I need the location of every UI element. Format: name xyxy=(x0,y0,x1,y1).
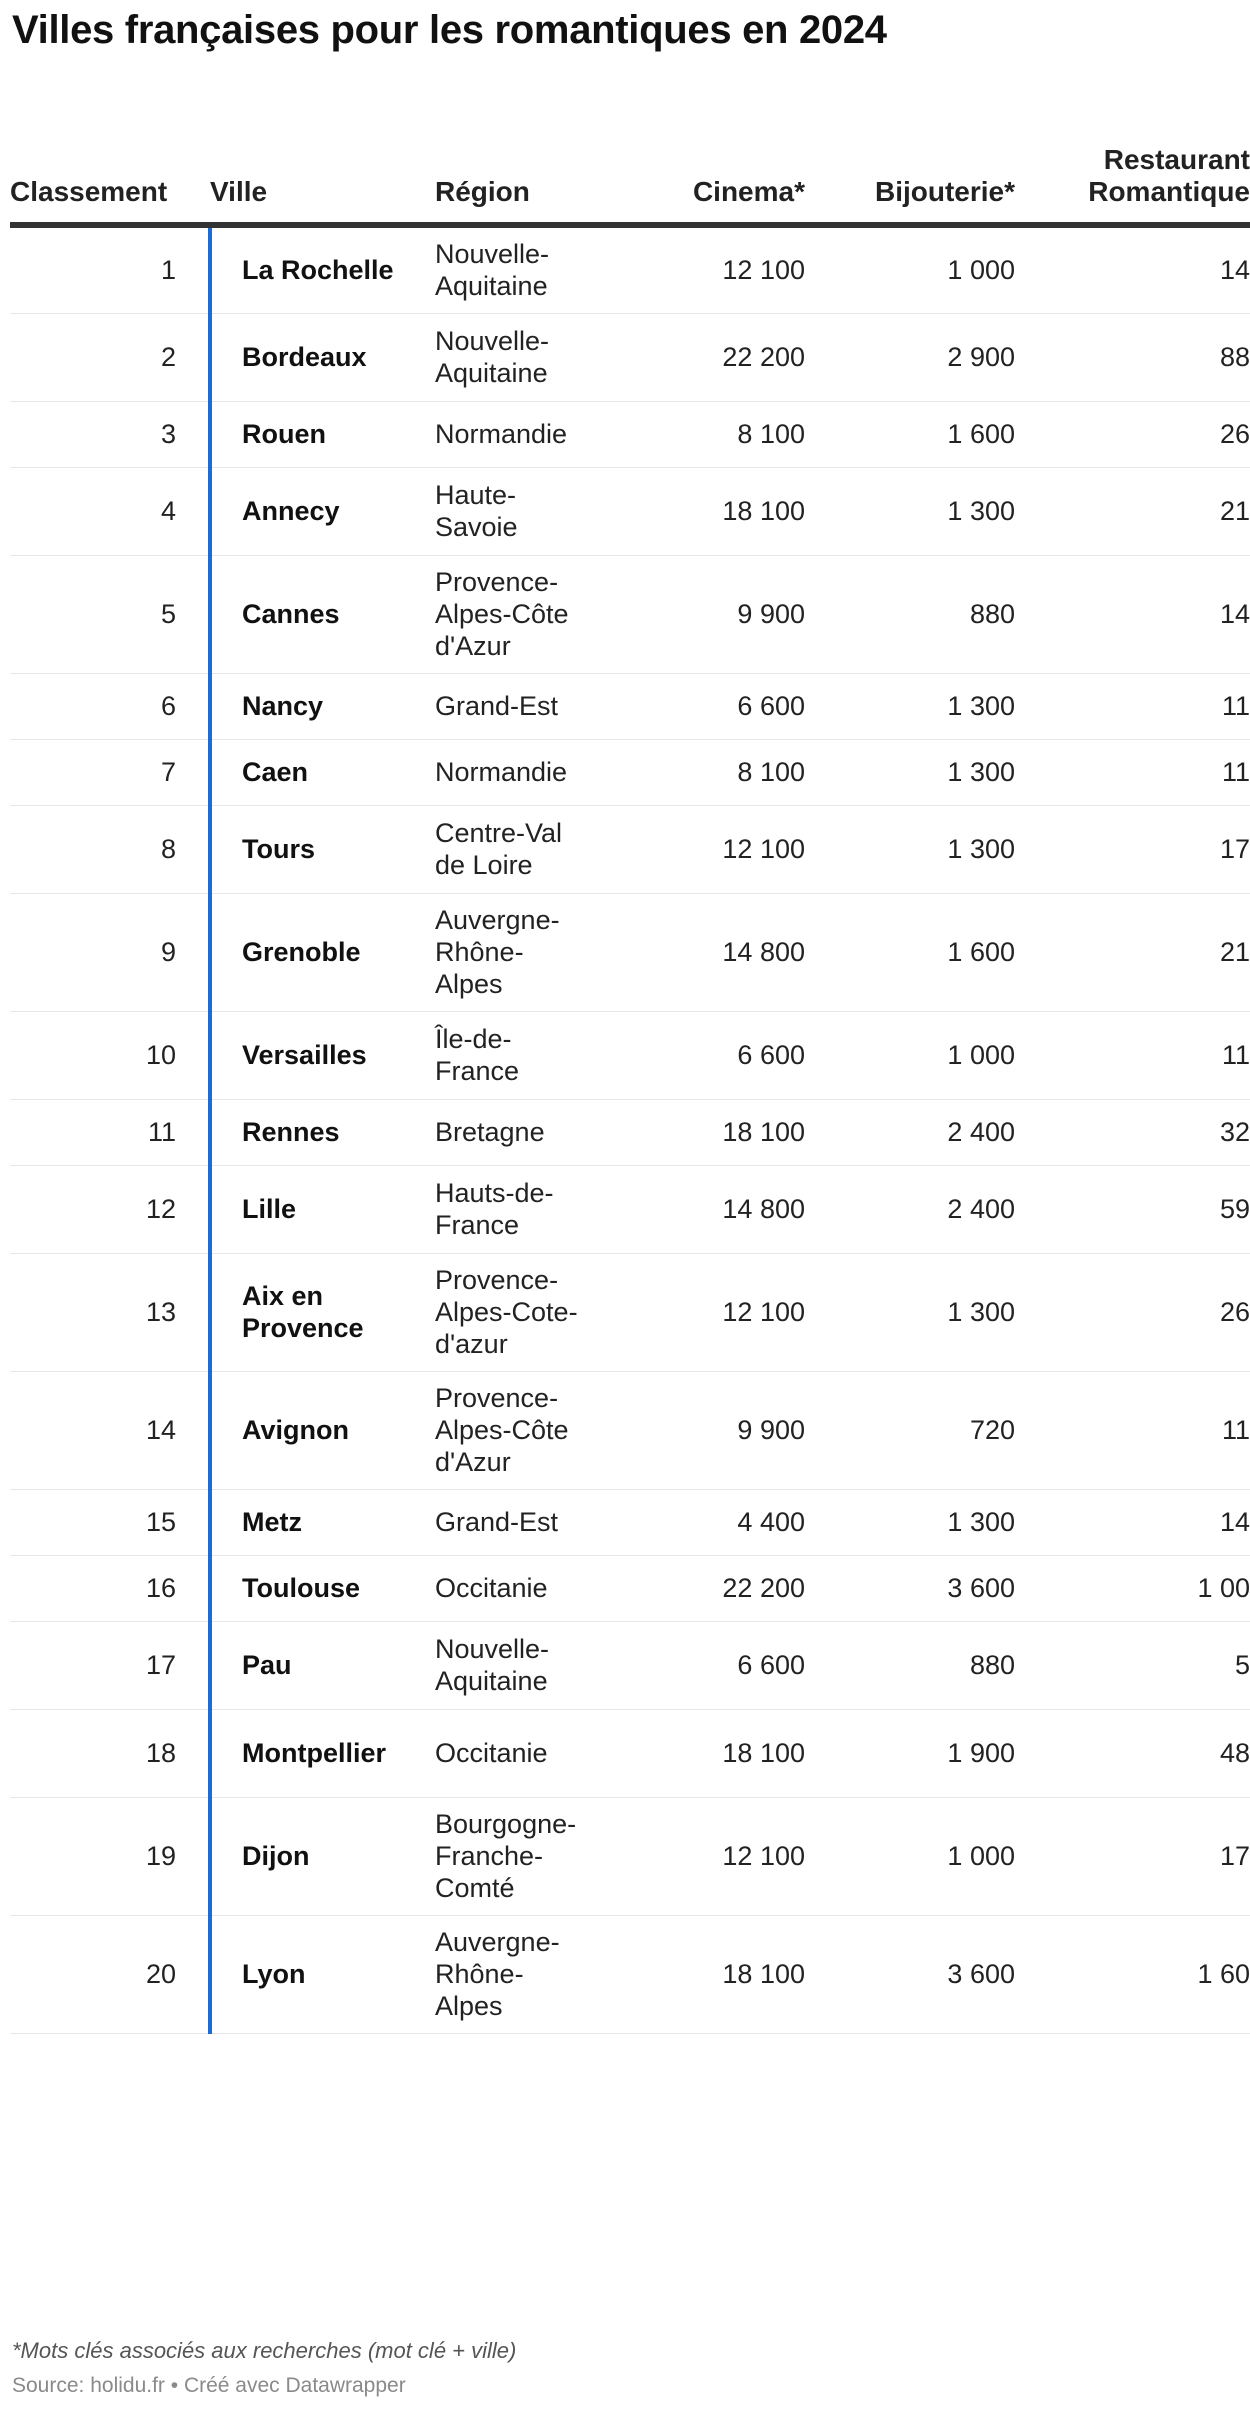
bijouterie-cell: 880 xyxy=(805,555,1015,673)
table-row xyxy=(10,1489,1250,1555)
column-header-rank[interactable]: Classement xyxy=(10,112,210,225)
bijouterie-cell: 1 300 xyxy=(805,805,1015,893)
ranking-table xyxy=(10,112,1250,2034)
chart-title: Villes françaises pour les romantiques en 2024 xyxy=(12,8,887,52)
restaurant-cell: 1 00 xyxy=(1015,1555,1250,1621)
table-row xyxy=(10,555,1250,673)
source-credit: Source: holidu.fr • Créé avec Datawrapper xyxy=(12,2374,406,2397)
restaurant-cell: 26 xyxy=(1015,401,1250,467)
region-cell: Bourgogne-Franche-Comté xyxy=(435,1797,620,1915)
ville-cell: Pau xyxy=(210,1621,435,1709)
bijouterie-cell: 2 900 xyxy=(805,313,1015,401)
bijouterie-cell: 1 000 xyxy=(805,1797,1015,1915)
cinema-cell: 22 200 xyxy=(620,313,805,401)
rank-cell: 18 xyxy=(10,1709,210,1797)
ranking-table-container xyxy=(10,112,1250,2034)
restaurant-cell: 14 xyxy=(1015,1489,1250,1555)
bijouterie-cell: 1 300 xyxy=(805,467,1015,555)
restaurant-cell: 21 xyxy=(1015,467,1250,555)
footnote: *Mots clés associés aux recherches (mot clé + ville) xyxy=(12,2338,517,2363)
region-cell: Nouvelle-Aquitaine xyxy=(435,313,620,401)
rank-cell: 6 xyxy=(10,673,210,739)
ville-cell: Lyon xyxy=(210,1915,435,2033)
rank-cell: 1 xyxy=(10,225,210,313)
bijouterie-cell: 1 600 xyxy=(805,401,1015,467)
bijouterie-cell: 3 600 xyxy=(805,1915,1015,2033)
table-row xyxy=(10,805,1250,893)
cinema-cell: 12 100 xyxy=(620,1797,805,1915)
cinema-cell: 18 100 xyxy=(620,1709,805,1797)
region-cell: Île-de-France xyxy=(435,1011,620,1099)
table-row xyxy=(10,1621,1250,1709)
region-cell: Nouvelle-Aquitaine xyxy=(435,1621,620,1709)
restaurant-cell: 48 xyxy=(1015,1709,1250,1797)
cinema-cell: 9 900 xyxy=(620,555,805,673)
restaurant-cell: 59 xyxy=(1015,1165,1250,1253)
region-cell: Grand-Est xyxy=(435,673,620,739)
column-header-region[interactable]: Région xyxy=(435,112,620,225)
restaurant-cell: 14 xyxy=(1015,225,1250,313)
cinema-cell: 6 600 xyxy=(620,1011,805,1099)
cinema-cell: 12 100 xyxy=(620,1253,805,1371)
table-row xyxy=(10,893,1250,1011)
region-cell: Auvergne-Rhône-Alpes xyxy=(435,893,620,1011)
table-row xyxy=(10,467,1250,555)
region-cell: Haute-Savoie xyxy=(435,467,620,555)
region-cell: Provence-Alpes-Cote-d'azur xyxy=(435,1253,620,1371)
restaurant-cell: 11 xyxy=(1015,673,1250,739)
table-row xyxy=(10,225,1250,313)
region-cell: Provence-Alpes-Côte d'Azur xyxy=(435,1371,620,1489)
restaurant-cell: 14 xyxy=(1015,555,1250,673)
column-header-bijouterie[interactable]: Bijouterie* xyxy=(805,112,1015,225)
table-row xyxy=(10,1797,1250,1915)
cinema-cell: 18 100 xyxy=(620,1915,805,2033)
region-cell: Grand-Est xyxy=(435,1489,620,1555)
cinema-cell: 22 200 xyxy=(620,1555,805,1621)
region-cell: Centre-Val de Loire xyxy=(435,805,620,893)
rank-cell: 3 xyxy=(10,401,210,467)
region-cell: Provence-Alpes-Côte d'Azur xyxy=(435,555,620,673)
table-row xyxy=(10,1253,1250,1371)
bijouterie-cell: 1 300 xyxy=(805,673,1015,739)
region-cell: Auvergne-Rhône-Alpes xyxy=(435,1915,620,2033)
restaurant-cell: 11 xyxy=(1015,739,1250,805)
bijouterie-cell: 2 400 xyxy=(805,1099,1015,1165)
cinema-cell: 18 100 xyxy=(620,1099,805,1165)
ville-cell: Rouen xyxy=(210,401,435,467)
region-cell: Normandie xyxy=(435,739,620,805)
ville-cell: Aix en Provence xyxy=(210,1253,435,1371)
rank-cell: 9 xyxy=(10,893,210,1011)
restaurant-cell: 26 xyxy=(1015,1253,1250,1371)
bijouterie-cell: 1 300 xyxy=(805,739,1015,805)
cinema-cell: 12 100 xyxy=(620,805,805,893)
restaurant-cell: 1 60 xyxy=(1015,1915,1250,2033)
column-header-ville[interactable]: Ville xyxy=(210,112,435,225)
bijouterie-cell: 720 xyxy=(805,1371,1015,1489)
rank-cell: 4 xyxy=(10,467,210,555)
cinema-cell: 8 100 xyxy=(620,739,805,805)
table-row xyxy=(10,401,1250,467)
cinema-cell: 14 800 xyxy=(620,893,805,1011)
bijouterie-cell: 2 400 xyxy=(805,1165,1015,1253)
ville-cell: Versailles xyxy=(210,1011,435,1099)
column-header-restaurant[interactable]: Restaurant Romantique xyxy=(1015,112,1250,225)
restaurant-cell: 17 xyxy=(1015,1797,1250,1915)
cinema-cell: 12 100 xyxy=(620,225,805,313)
ville-cell: Annecy xyxy=(210,467,435,555)
rank-cell: 16 xyxy=(10,1555,210,1621)
rank-cell: 20 xyxy=(10,1915,210,2033)
ville-cell: Nancy xyxy=(210,673,435,739)
ville-cell: Lille xyxy=(210,1165,435,1253)
ville-cell: Caen xyxy=(210,739,435,805)
cinema-cell: 6 600 xyxy=(620,673,805,739)
rank-cell: 15 xyxy=(10,1489,210,1555)
table-row xyxy=(10,1555,1250,1621)
restaurant-cell: 17 xyxy=(1015,805,1250,893)
rank-cell: 11 xyxy=(10,1099,210,1165)
ville-cell: Bordeaux xyxy=(210,313,435,401)
bijouterie-cell: 1 300 xyxy=(805,1489,1015,1555)
region-cell: Hauts-de-France xyxy=(435,1165,620,1253)
region-cell: Bretagne xyxy=(435,1099,620,1165)
restaurant-cell: 11 xyxy=(1015,1011,1250,1099)
region-cell: Nouvelle-Aquitaine xyxy=(435,225,620,313)
ville-cell: Dijon xyxy=(210,1797,435,1915)
region-cell: Occitanie xyxy=(435,1709,620,1797)
bijouterie-cell: 1 000 xyxy=(805,1011,1015,1099)
rank-cell: 7 xyxy=(10,739,210,805)
cinema-cell: 4 400 xyxy=(620,1489,805,1555)
ville-cell: Montpellier xyxy=(210,1709,435,1797)
rank-cell: 5 xyxy=(10,555,210,673)
rank-cell: 19 xyxy=(10,1797,210,1915)
rank-cell: 8 xyxy=(10,805,210,893)
rank-cell: 17 xyxy=(10,1621,210,1709)
table-row xyxy=(10,1709,1250,1797)
table-row xyxy=(10,1915,1250,2033)
restaurant-cell: 5 xyxy=(1015,1621,1250,1709)
region-cell: Occitanie xyxy=(435,1555,620,1621)
ville-cell: Rennes xyxy=(210,1099,435,1165)
bijouterie-cell: 1 300 xyxy=(805,1253,1015,1371)
bijouterie-cell: 1 000 xyxy=(805,225,1015,313)
bijouterie-cell: 1 900 xyxy=(805,1709,1015,1797)
cinema-cell: 6 600 xyxy=(620,1621,805,1709)
bijouterie-cell: 880 xyxy=(805,1621,1015,1709)
ville-cell: Toulouse xyxy=(210,1555,435,1621)
table-row xyxy=(10,313,1250,401)
restaurant-cell: 11 xyxy=(1015,1371,1250,1489)
restaurant-cell: 21 xyxy=(1015,893,1250,1011)
rank-cell: 13 xyxy=(10,1253,210,1371)
table-row xyxy=(10,673,1250,739)
table-row xyxy=(10,1371,1250,1489)
table-body xyxy=(10,225,1250,2033)
ville-cell: Tours xyxy=(210,805,435,893)
table-row xyxy=(10,739,1250,805)
restaurant-cell: 32 xyxy=(1015,1099,1250,1165)
cinema-cell: 14 800 xyxy=(620,1165,805,1253)
ville-cell: La Rochelle xyxy=(210,225,435,313)
cinema-cell: 18 100 xyxy=(620,467,805,555)
table-header-row xyxy=(10,112,1250,225)
table-row xyxy=(10,1011,1250,1099)
rank-cell: 14 xyxy=(10,1371,210,1489)
rank-cell: 2 xyxy=(10,313,210,401)
restaurant-cell: 88 xyxy=(1015,313,1250,401)
cinema-cell: 9 900 xyxy=(620,1371,805,1489)
cinema-cell: 8 100 xyxy=(620,401,805,467)
ville-cell: Grenoble xyxy=(210,893,435,1011)
ville-cell: Cannes xyxy=(210,555,435,673)
rank-cell: 12 xyxy=(10,1165,210,1253)
region-cell: Normandie xyxy=(435,401,620,467)
table-row xyxy=(10,1165,1250,1253)
table-row xyxy=(10,1099,1250,1165)
rank-cell: 10 xyxy=(10,1011,210,1099)
bijouterie-cell: 3 600 xyxy=(805,1555,1015,1621)
bijouterie-cell: 1 600 xyxy=(805,893,1015,1011)
column-header-cinema[interactable]: Cinema* xyxy=(620,112,805,225)
ville-cell: Metz xyxy=(210,1489,435,1555)
ville-cell: Avignon xyxy=(210,1371,435,1489)
